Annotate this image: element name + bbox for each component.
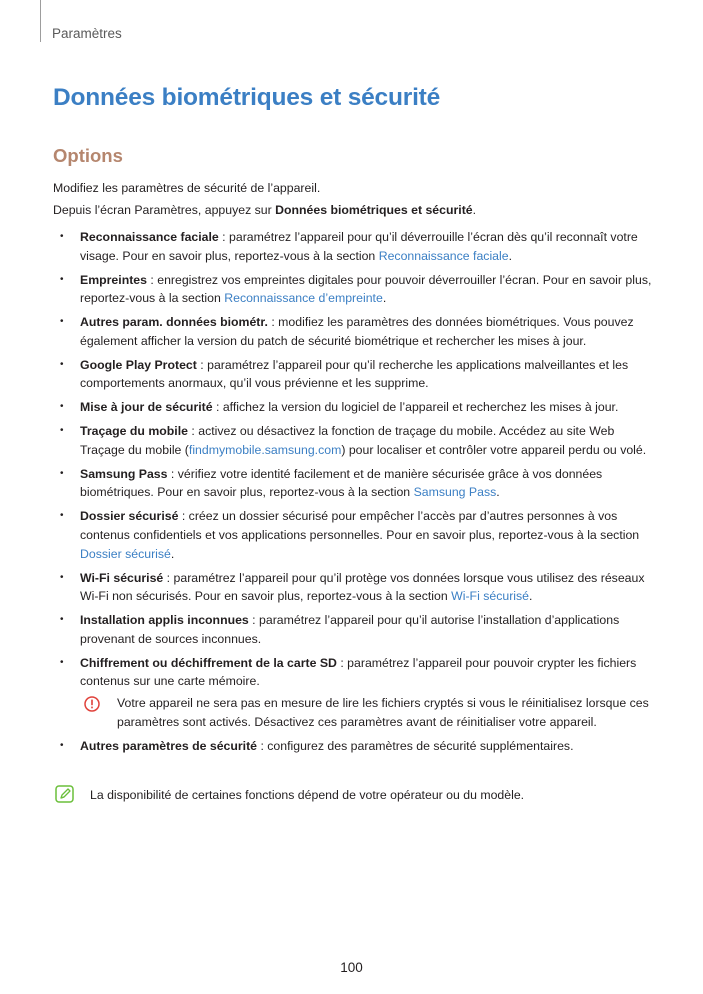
item-link[interactable]: Reconnaissance faciale [378,248,509,263]
list-item [53,422,653,459]
item-text: : créez un dossier sécurisé pour empêcher l’accès par d’autres personnes à vos contenus confidentiels et vos applications personnelles. Pour en savoir plus, reportez-vous à la section [80,509,640,543]
list-item [53,228,653,265]
item-text: : paramétrez l’appareil pour qu’il recherche les applications malveillantes et les comportements anormaux, qu’il vous prévienne et les supprime. [80,357,629,391]
item-text: : vérifiez votre identité facilement et de manière sécurisée grâce à vos données biométriques. Pour en savoir plus, reportez-vous à la section [80,466,603,500]
item-text: : paramétrez l’appareil pour pouvoir crypter les fichiers contenus sur une carte mémoire. [80,655,637,689]
header-rule [40,0,41,42]
item-text: : modifiez les paramètres des données biométriques. Vous pouvez également afficher la version du patch de sécurité biométrique et rechercher les mises à jour. [80,315,634,348]
item-term: Google Play Protect [80,357,197,372]
item-link[interactable]: Samsung Pass [413,485,497,500]
list-item [53,271,653,308]
item-text: : activez ou désactivez la fonction de traçage du mobile. Accédez au site Web Traçage du mobile ( [80,424,615,457]
item-text: : enregistrez vos empreintes digitales pour pouvoir déverrouiller l’écran. Pour en savoir plus, reportez-vous à la section [80,272,652,306]
item-term: Installation applis inconnues [80,613,249,628]
list-item [53,611,653,648]
note-icon [55,785,75,803]
warning-text: Votre appareil ne sera pas en mesure de lire les fichiers cryptés si vous le réinitialisez lorsque ces paramètres sont activés. Désactivez ces paramètres avant de réinitialiser votre appareil. [117,695,649,729]
item-link[interactable]: findmymobile.samsung.com [188,442,342,457]
item-term: Wi-Fi sécurisé [80,570,164,585]
list-item [53,507,653,563]
intro-instruction-end: . [472,203,477,217]
item-term: Samsung Pass [80,466,168,481]
item-text-end: . [382,291,387,306]
options-list [53,228,653,761]
item-text: : configurez des paramètres de sécurité supplémentaires. [257,738,574,753]
item-link[interactable]: Reconnaissance d’empreinte [224,291,383,306]
item-term: Autres param. données biométr. [80,315,268,330]
item-text: : paramétrez l’appareil pour qu’il déverrouille l’écran dès qu’il reconnaît votre visage. Pour en savoir plus, reportez-vous à la section [80,230,638,263]
item-term: Reconnaissance faciale [80,230,219,244]
item-text-end: . [508,248,513,263]
item-text-end: ) pour localiser et contrôler votre appareil perdu ou volé. [341,442,647,457]
item-term: Dossier sécurisé [80,509,179,524]
item-text: : paramétrez l’appareil pour qu’il autorise l’installation d’applications provenant de sources inconnues. [80,613,620,646]
list-item [53,465,653,502]
warning-box [80,694,653,731]
intro-paragraph: Modifiez les paramètres de sécurité de l’appareil. [53,181,321,195]
header-section: Paramètres [52,26,122,41]
item-text-end: . [529,589,533,604]
item-term: Chiffrement ou déchiffrement de la carte SD [80,655,337,670]
item-term: Traçage du mobile [80,424,188,439]
intro-instruction-text: Depuis l’écran Paramètres, appuyez sur [53,203,276,217]
list-item [53,654,653,731]
note-box [55,786,655,804]
item-text: : affichez la version du logiciel de l’appareil et recherchez les mises à jour. [212,400,619,415]
note-text: La disponibilité de certaines fonctions dépend de votre opérateur ou du modèle. [90,788,525,802]
list-item [53,313,653,350]
intro-instruction-bold: Données biométriques et sécurité [275,203,473,217]
page-title: Données biométriques et sécurité [53,84,441,111]
list-item [53,356,653,393]
item-text-end: . [496,485,500,500]
item-text: : paramétrez l’appareil pour qu’il protège vos données lorsque vous utilisez des réseaux Wi-Fi non sécurisés. Pour en savoir plus, reportez-vous à la section [80,570,645,604]
section-title: Options [53,145,123,166]
list-item [53,569,653,606]
item-term: Mise à jour de sécurité [80,400,213,415]
intro-instruction [53,201,476,219]
item-term: Empreintes [80,272,147,287]
warning-icon [84,696,100,712]
list-item [53,398,653,417]
item-link[interactable]: Wi-Fi sécurisé [451,589,530,604]
item-text-end: . [170,546,175,561]
list-item [53,737,653,756]
item-link[interactable]: Dossier sécurisé [80,546,171,561]
page-number: 100 [340,960,363,975]
item-term: Autres paramètres de sécurité [80,738,258,753]
